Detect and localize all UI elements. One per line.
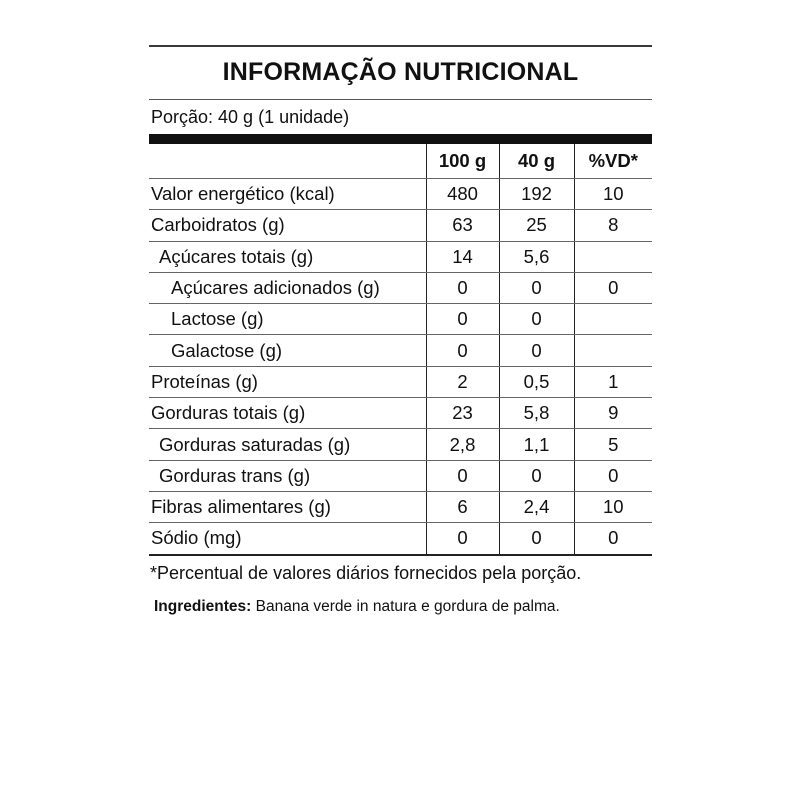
header-vd: %VD* — [574, 144, 652, 179]
header-blank — [149, 144, 426, 179]
value-100g: 2,8 — [426, 429, 499, 460]
footnote: *Percentual de valores diários fornecidos pela porção. — [150, 562, 582, 583]
nutrient-name: Lactose (g) — [149, 304, 426, 335]
nutrient-name: Açúcares totais (g) — [149, 241, 426, 272]
table-row — [149, 429, 652, 460]
value-40g: 5,6 — [499, 241, 574, 272]
value-vd — [574, 304, 652, 335]
value-40g: 0 — [499, 335, 574, 366]
value-100g: 2 — [426, 366, 499, 397]
nutrient-name: Carboidratos (g) — [149, 210, 426, 241]
value-vd: 5 — [574, 429, 652, 460]
value-vd: 9 — [574, 398, 652, 429]
nutrient-name: Gorduras trans (g) — [149, 460, 426, 491]
value-100g: 6 — [426, 491, 499, 522]
nutrient-name: Valor energético (kcal) — [149, 179, 426, 210]
nutrient-name: Açúcares adicionados (g) — [149, 272, 426, 303]
table-row — [149, 272, 652, 303]
value-vd: 8 — [574, 210, 652, 241]
value-100g: 0 — [426, 460, 499, 491]
label-title: INFORMAÇÃO NUTRICIONAL — [222, 58, 579, 86]
table-row — [149, 366, 652, 397]
value-40g: 0,5 — [499, 366, 574, 397]
value-40g: 0 — [499, 523, 574, 555]
portion-size: Porção: 40 g (1 unidade) — [151, 107, 350, 127]
value-100g: 0 — [426, 272, 499, 303]
table-row — [149, 523, 652, 555]
value-40g: 1,1 — [499, 429, 574, 460]
value-100g: 0 — [426, 523, 499, 555]
nutrient-name: Sódio (mg) — [149, 523, 426, 555]
nutrient-name: Galactose (g) — [149, 335, 426, 366]
header-40g: 40 g — [499, 144, 574, 179]
table-row — [149, 335, 652, 366]
table-row — [149, 304, 652, 335]
value-100g: 480 — [426, 179, 499, 210]
nutrition-label — [149, 45, 652, 584]
thick-divider — [149, 134, 652, 144]
value-40g: 0 — [499, 272, 574, 303]
value-40g: 0 — [499, 304, 574, 335]
table-row — [149, 460, 652, 491]
value-100g: 0 — [426, 335, 499, 366]
value-100g: 23 — [426, 398, 499, 429]
value-40g: 2,4 — [499, 491, 574, 522]
value-40g: 0 — [499, 460, 574, 491]
value-100g: 14 — [426, 241, 499, 272]
value-vd: 0 — [574, 523, 652, 555]
value-vd — [574, 335, 652, 366]
value-vd — [574, 241, 652, 272]
value-40g: 25 — [499, 210, 574, 241]
value-vd: 1 — [574, 366, 652, 397]
table-row — [149, 179, 652, 210]
value-vd: 0 — [574, 460, 652, 491]
ingredients-text: Banana verde in natura e gordura de palma. — [251, 598, 560, 615]
nutrient-name: Fibras alimentares (g) — [149, 491, 426, 522]
table-row — [149, 210, 652, 241]
table-row — [149, 491, 652, 522]
ingredients-line — [154, 598, 560, 616]
nutrition-table — [149, 144, 652, 556]
table-header-row — [149, 144, 652, 179]
value-100g: 63 — [426, 210, 499, 241]
value-vd: 0 — [574, 272, 652, 303]
table-row — [149, 241, 652, 272]
nutrient-name: Proteínas (g) — [149, 366, 426, 397]
table-row — [149, 398, 652, 429]
value-40g: 5,8 — [499, 398, 574, 429]
nutrient-name: Gorduras totais (g) — [149, 398, 426, 429]
value-vd: 10 — [574, 491, 652, 522]
value-40g: 192 — [499, 179, 574, 210]
ingredients-label: Ingredientes: — [154, 598, 252, 615]
value-100g: 0 — [426, 304, 499, 335]
header-100g: 100 g — [426, 144, 499, 179]
top-rule — [149, 45, 652, 47]
value-vd: 10 — [574, 179, 652, 210]
nutrient-name: Gorduras saturadas (g) — [149, 429, 426, 460]
